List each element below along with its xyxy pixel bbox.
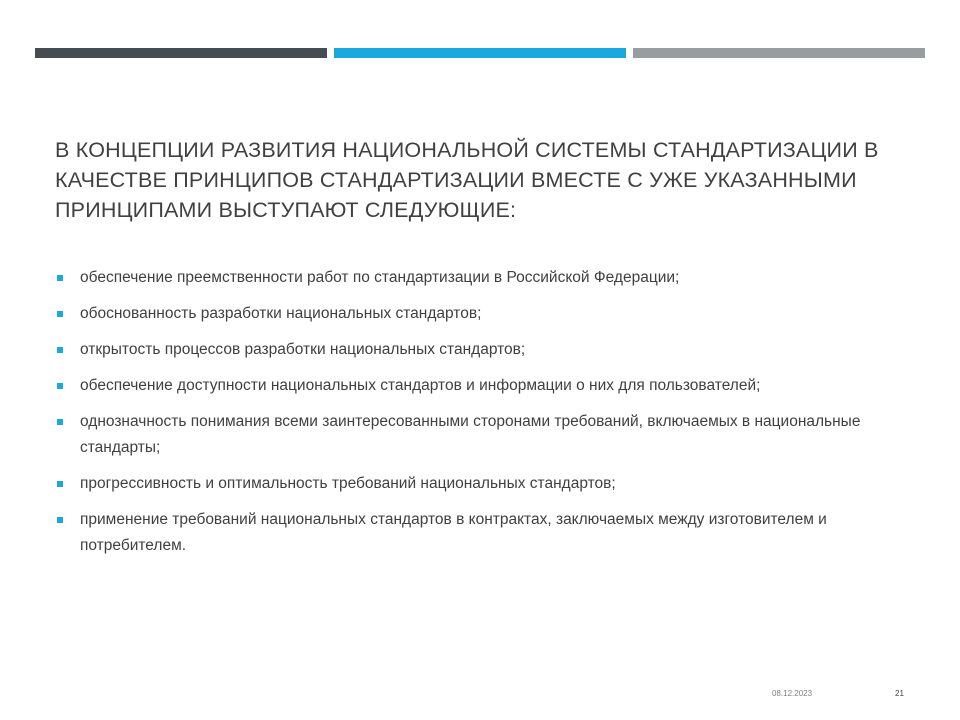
bullet-text: обеспечение преемственности работ по стандартизации в Российской Федерации; — [80, 269, 680, 286]
bullet-item — [55, 471, 925, 497]
bullet-item — [55, 301, 925, 327]
accent-bar-gray — [633, 48, 925, 58]
bullet-item — [55, 337, 925, 363]
square-bullet-icon — [57, 311, 63, 317]
bullet-text: прогрессивность и оптимальность требований национальных стандартов; — [80, 475, 616, 492]
square-bullet-icon — [57, 517, 63, 523]
square-bullet-icon — [57, 383, 63, 389]
bullet-item — [55, 265, 925, 291]
bullet-text: применение требований национальных стандартов в контрактах, заключаемых между изготовителем и потребителем. — [80, 511, 827, 554]
bullet-item — [55, 409, 925, 461]
bullet-text: обоснованность разработки национальных стандартов; — [80, 305, 482, 322]
page-number: 21 — [895, 689, 904, 698]
accent-bar-blue — [334, 48, 626, 58]
accent-bar-dark — [35, 48, 327, 58]
bullet-text: обеспечение доступности национальных стандартов и информации о них для пользователей; — [80, 377, 761, 394]
square-bullet-icon — [57, 275, 63, 281]
bullet-list — [55, 265, 925, 569]
square-bullet-icon — [57, 481, 63, 487]
bullet-item — [55, 373, 925, 399]
bullet-item — [55, 507, 925, 559]
bullet-text: однозначность понимания всеми заинтересованными сторонами требований, включаемых в национальные стандарты; — [80, 413, 861, 456]
footer-date: 08.12.2023 — [772, 689, 813, 698]
bullet-text: открытость процессов разработки национальных стандартов; — [80, 341, 526, 358]
slide-title: В КОНЦЕПЦИИ РАЗВИТИЯ НАЦИОНАЛЬНОЙ СИСТЕМЫ СТАНДАРТИЗАЦИИ В КАЧЕСТВЕ ПРИНЦИПОВ СТАНДАРТИЗАЦИИ ВМЕСТЕ С УЖЕ УКАЗАННЫМИ ПРИНЦИПАМИ ВЫСТУПАЮТ СЛЕДУЮЩИЕ: — [55, 138, 879, 222]
header-accent-bars — [35, 48, 925, 58]
square-bullet-icon — [57, 347, 63, 353]
square-bullet-icon — [57, 419, 63, 425]
